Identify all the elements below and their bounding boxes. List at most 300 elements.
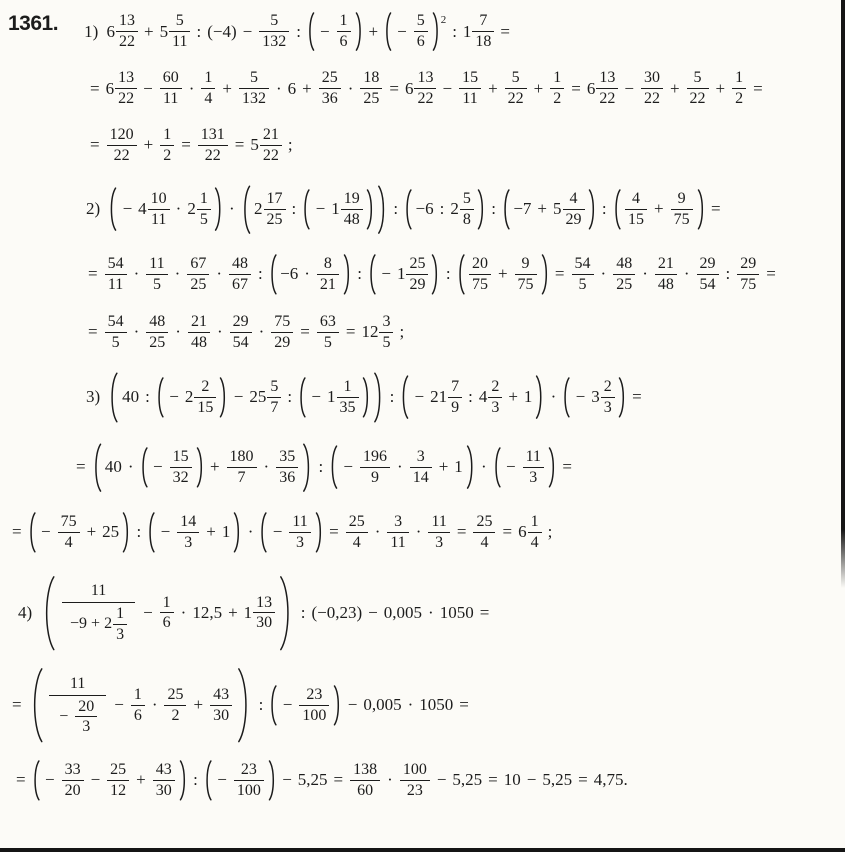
fraction	[448, 378, 462, 417]
fraction-numerator: 54	[107, 255, 124, 272]
fraction-denominator: 36	[319, 88, 341, 108]
fraction	[317, 255, 339, 294]
fraction-numerator: 33	[64, 760, 81, 778]
math-operator: :	[318, 457, 324, 477]
fraction	[337, 378, 359, 417]
fraction-denominator: 5	[379, 332, 393, 352]
fraction-denominator: 48	[188, 332, 210, 352]
close-paren-icon	[541, 254, 550, 295]
fraction-denominator: 25	[264, 209, 286, 229]
fraction-denominator: 4	[201, 88, 215, 108]
fraction-denominator: 7	[227, 467, 257, 487]
math-operator: ·	[174, 264, 181, 284]
fraction-denominator: 15	[194, 397, 216, 417]
open-paren-icon	[91, 443, 102, 492]
fraction-numerator: 1	[204, 69, 213, 87]
math-text: 4)	[18, 602, 37, 622]
mixed-number	[104, 69, 140, 108]
math-operator: −	[315, 199, 326, 219]
math-operator: :	[601, 199, 607, 219]
fraction	[210, 686, 232, 725]
fraction	[169, 12, 190, 51]
math-operator: ·	[304, 264, 310, 284]
math-operator: :	[258, 264, 263, 284]
open-paren-icon	[27, 667, 45, 744]
fraction-numerator: 2	[201, 377, 210, 395]
fraction-numerator: 11	[525, 447, 541, 465]
fraction	[198, 126, 228, 165]
fraction-numerator: 138	[353, 760, 378, 778]
fraction	[515, 255, 537, 294]
math-operator: ·	[550, 387, 557, 407]
math-operator: =	[562, 457, 572, 477]
fraction	[400, 761, 430, 800]
math-operator: =	[632, 387, 642, 407]
fraction	[641, 69, 663, 108]
fraction-numerator: 1	[735, 69, 744, 87]
fraction-denominator: 7	[267, 397, 281, 417]
fraction	[337, 12, 351, 51]
close-paren-icon	[236, 667, 254, 744]
fraction-numerator: 1	[163, 125, 172, 143]
math-text: (−0,23)	[311, 602, 363, 622]
fraction-denominator: 2	[550, 88, 564, 108]
math-operator: −	[152, 457, 163, 477]
math-text: 5,25	[452, 770, 483, 790]
fraction-numerator: 13	[256, 593, 273, 611]
math-operator: −	[40, 522, 51, 542]
math-text: 40	[104, 457, 122, 477]
open-paren-icon	[328, 445, 338, 489]
fraction	[387, 513, 408, 552]
fraction	[75, 698, 97, 737]
fraction-denominator: 3	[113, 624, 127, 644]
close-paren-icon	[219, 377, 228, 418]
fraction-numerator: 19	[343, 189, 360, 207]
fraction	[687, 69, 709, 108]
fraction-numerator: 1	[553, 69, 562, 87]
line-4-part2-statement	[84, 185, 845, 234]
open-paren-icon	[27, 512, 36, 553]
fraction	[459, 69, 481, 108]
math-text: (−4)	[207, 21, 237, 41]
fraction-numerator: 1	[530, 512, 539, 530]
fraction	[550, 69, 564, 108]
fraction-numerator: 48	[616, 255, 633, 272]
fraction-numerator: 7	[479, 12, 488, 30]
open-paren-icon	[107, 372, 119, 423]
close-paren-icon	[362, 377, 371, 418]
math-operator: +	[206, 522, 216, 542]
fraction-denominator: 22	[260, 145, 282, 165]
fraction-numerator: 25	[476, 512, 493, 530]
fraction	[170, 448, 192, 487]
mixed-number	[428, 378, 464, 417]
math-text: 0,005	[383, 602, 423, 622]
fraction-numerator: 15	[172, 447, 189, 465]
fraction-denominator: 22	[505, 88, 527, 108]
math-operator: ;	[547, 522, 553, 542]
math-operator: ·	[263, 457, 270, 477]
math-text: 10	[503, 770, 521, 790]
math-operator: =	[88, 322, 98, 342]
fraction-numerator: 4	[569, 189, 578, 207]
whole-number: 1	[462, 21, 472, 41]
fraction-numerator: 63	[319, 312, 336, 330]
math-operator: =	[329, 522, 339, 542]
fraction-denominator: 32	[170, 467, 192, 487]
math-text: 11	[70, 674, 86, 692]
fraction	[563, 190, 585, 229]
fraction-numerator: 2	[603, 377, 612, 395]
fraction-denominator: 18	[472, 31, 494, 51]
fraction-denominator: 3	[488, 397, 502, 417]
fraction-denominator: 3	[428, 532, 449, 552]
fraction-denominator: 6	[414, 31, 428, 51]
math-operator: =	[90, 135, 100, 155]
fraction-numerator: 15	[462, 69, 479, 87]
math-text: 1	[523, 387, 533, 407]
fraction-denominator: 5	[105, 332, 127, 352]
math-operator: ·	[480, 457, 487, 477]
math-operator: =	[333, 770, 344, 790]
fraction	[737, 255, 759, 294]
mixed-number	[403, 69, 439, 108]
fraction-numerator: 4	[632, 189, 640, 207]
math-text: 1	[454, 457, 463, 477]
math-operator: −	[282, 770, 292, 790]
close-paren-icon	[697, 189, 706, 230]
fraction	[164, 686, 186, 725]
math-operator: −	[282, 695, 293, 715]
fraction	[131, 686, 145, 725]
math-operator: =	[502, 522, 513, 542]
fraction-numerator: 11	[149, 255, 165, 272]
fraction-numerator: 23	[306, 686, 323, 704]
math-operator: ·	[428, 602, 434, 622]
math-operator: ·	[175, 322, 181, 342]
fraction-denominator: 5	[146, 274, 167, 294]
math-operator: ·	[387, 770, 393, 790]
fraction-denominator: 2	[732, 88, 746, 108]
fraction-denominator: 25	[146, 332, 168, 352]
whole-number: 2	[450, 199, 459, 219]
math-operator: +	[302, 78, 312, 98]
whole-number: 6	[106, 21, 115, 41]
fraction-denominator: 54	[697, 274, 719, 294]
fraction-denominator: 4	[58, 532, 80, 552]
fraction	[146, 255, 167, 294]
fraction-denominator: 48	[655, 274, 677, 294]
mixed-number	[183, 378, 219, 417]
fraction-denominator: 20	[62, 780, 84, 800]
whole-number: 5	[553, 199, 562, 219]
math-operator: :	[357, 264, 362, 284]
math-operator: −	[143, 78, 153, 98]
math-operator: +	[669, 78, 680, 98]
math-operator: :	[468, 387, 473, 407]
math-text: 0,005	[363, 695, 402, 715]
math-operator: −	[122, 199, 133, 219]
fraction-numerator: 5	[175, 12, 184, 30]
fraction	[523, 448, 544, 487]
math-operator: +	[533, 78, 544, 98]
math-operator: −	[114, 695, 124, 715]
math-operator: =	[16, 770, 26, 790]
close-paren-icon	[548, 447, 557, 488]
math-operator: ·	[133, 322, 140, 342]
math-operator: :	[258, 695, 264, 715]
close-paren-icon	[315, 512, 324, 553]
mixed-number	[359, 313, 395, 352]
fraction-numerator: 25	[409, 255, 426, 272]
mixed-number	[252, 190, 288, 229]
fraction-denominator: 12	[107, 780, 129, 800]
fraction	[341, 190, 363, 229]
fraction-denominator: 11	[105, 274, 127, 294]
fraction-numerator: 17	[266, 189, 283, 207]
mixed-number	[516, 513, 544, 552]
whole-number: 1	[396, 264, 406, 284]
fraction-denominator: 5	[572, 274, 594, 294]
fraction-denominator: 30	[153, 780, 175, 800]
whole-number: 1	[327, 387, 336, 407]
fraction-numerator: 11	[431, 512, 447, 530]
fraction	[107, 761, 129, 800]
fraction	[601, 378, 615, 417]
fraction	[153, 761, 175, 800]
whole-number: 2	[254, 199, 263, 219]
math-operator: +	[143, 21, 154, 41]
math-operator: −	[526, 770, 537, 790]
fraction-denominator: 35	[337, 397, 359, 417]
fraction-numerator: 8	[323, 255, 332, 272]
complex-fraction-numerator	[83, 581, 114, 602]
fraction	[428, 513, 449, 552]
math-operator: ·	[258, 322, 265, 342]
fraction-denominator: 22	[198, 145, 228, 165]
math-operator: ·	[188, 78, 195, 98]
fraction-numerator: 1	[343, 377, 352, 395]
math-operator: =	[90, 78, 100, 98]
exponent: 2	[440, 14, 447, 26]
math-text: 1050	[419, 695, 454, 715]
open-paren-icon	[107, 187, 117, 231]
fraction-denominator: 100	[234, 780, 264, 800]
line-2-part1-step1	[86, 69, 845, 108]
math-operator: =	[571, 78, 581, 98]
fraction-denominator: 11	[459, 88, 481, 108]
close-paren-icon	[196, 447, 205, 488]
fraction	[379, 313, 393, 352]
fraction-denominator: 5	[317, 332, 339, 352]
fraction	[230, 313, 252, 352]
math-operator: =	[88, 264, 98, 284]
fraction-denominator: 132	[259, 31, 289, 51]
math-operator: ·	[275, 78, 282, 98]
fraction	[406, 255, 428, 294]
close-paren-icon	[355, 12, 364, 51]
fraction-numerator: 60	[162, 69, 179, 87]
math-text: 5,25	[542, 770, 573, 790]
fraction	[350, 761, 380, 800]
close-paren-icon	[179, 760, 188, 801]
math-operator: =	[479, 602, 490, 622]
mixed-number	[185, 190, 213, 229]
fraction-numerator: 18	[363, 69, 380, 87]
fraction-denominator: 30	[210, 705, 232, 725]
math-operator: ·	[415, 522, 422, 542]
fraction-numerator: 9	[521, 255, 530, 272]
open-paren-icon	[39, 575, 57, 652]
math-operator: +	[654, 199, 664, 219]
fraction	[160, 126, 174, 165]
fraction-numerator: 100	[402, 760, 427, 778]
math-operator: :	[145, 387, 150, 407]
fraction-denominator: 30	[253, 612, 275, 632]
open-paren-icon	[240, 185, 251, 234]
fraction-denominator: 36	[276, 467, 298, 487]
fraction-numerator: 43	[155, 760, 172, 778]
fraction-denominator: 100	[299, 705, 329, 725]
open-paren-icon	[139, 447, 148, 488]
math-operator: ·	[407, 695, 414, 715]
math-operator: =	[459, 695, 469, 715]
math-operator: ·	[600, 264, 607, 284]
open-paren-icon	[268, 685, 277, 726]
fraction-numerator: 3	[394, 512, 403, 530]
fraction-numerator: 20	[78, 697, 95, 715]
fraction-denominator: 21	[317, 274, 339, 294]
math-operator: −	[160, 522, 171, 542]
math-operator: −	[44, 770, 55, 790]
fraction	[264, 190, 286, 229]
fraction	[160, 69, 182, 108]
whole-number: 6	[518, 522, 527, 542]
whole-number: 6	[586, 78, 596, 98]
math-operator: −	[343, 457, 354, 477]
mixed-number	[102, 605, 129, 644]
mixed-number	[329, 190, 365, 229]
fraction-denominator: 11	[148, 209, 170, 229]
fraction-numerator: 13	[599, 69, 616, 87]
math-operator: :	[445, 264, 451, 284]
fraction	[671, 190, 693, 229]
fraction-numerator: 196	[363, 447, 388, 465]
open-paren-icon	[399, 375, 409, 419]
mixed-number	[136, 190, 172, 229]
fraction	[201, 69, 215, 108]
open-paren-icon	[306, 12, 315, 51]
math-operator: :	[296, 21, 301, 41]
fraction-numerator: 180	[229, 447, 254, 465]
fraction	[488, 378, 502, 417]
open-paren-icon	[297, 377, 306, 418]
math-operator: :	[452, 21, 457, 41]
scan-edge-bottom	[0, 848, 845, 852]
whole-number: 4	[478, 387, 488, 407]
whole-number: 1	[331, 199, 340, 219]
math-operator: +	[143, 135, 154, 155]
fraction-denominator: 75	[737, 274, 759, 294]
math-text: 25	[102, 522, 120, 542]
fraction-denominator: 2	[164, 705, 186, 725]
fraction-denominator: 6	[160, 612, 174, 632]
line-5-part2-step1	[84, 254, 845, 295]
math-operator: +	[193, 695, 204, 715]
math-operator: :	[491, 199, 496, 219]
fraction-numerator: 48	[232, 255, 249, 272]
math-operator: −	[143, 602, 153, 622]
open-paren-icon	[383, 12, 392, 51]
math-operator: :	[287, 387, 293, 407]
fraction	[505, 69, 527, 108]
complex-fraction	[49, 674, 106, 738]
fraction-denominator: 22	[596, 88, 618, 108]
mixed-number	[395, 255, 431, 294]
fraction-denominator: 11	[160, 88, 182, 108]
fraction-denominator: 6	[337, 31, 351, 51]
fraction	[410, 448, 432, 487]
math-text: 2)	[86, 199, 105, 219]
fraction	[107, 126, 137, 165]
fraction	[229, 255, 251, 294]
fraction-denominator: 22	[687, 88, 709, 108]
math-operator: :	[300, 602, 306, 622]
whole-number: 1	[243, 602, 253, 622]
open-paren-icon	[403, 189, 412, 230]
close-paren-icon	[466, 445, 476, 489]
math-text: 12,5	[192, 602, 223, 622]
fraction-denominator: 54	[230, 332, 252, 352]
problem-number: 1361.	[8, 12, 59, 35]
math-operator: ·	[133, 264, 140, 284]
math-operator: ·	[216, 322, 223, 342]
fraction-numerator: 10	[150, 189, 167, 207]
close-paren-icon	[477, 189, 486, 230]
fraction	[319, 69, 341, 108]
math-operator: −	[397, 21, 407, 41]
fraction-denominator: 9	[448, 397, 462, 417]
math-operator: =	[766, 264, 776, 284]
fraction-numerator: 5	[249, 69, 258, 87]
math-text: 1050	[439, 602, 474, 622]
math-operator: ·	[347, 78, 354, 98]
open-paren-icon	[561, 377, 570, 418]
math-operator: ·	[127, 457, 134, 477]
complex-fraction	[62, 581, 135, 645]
fraction-numerator: 5	[270, 12, 279, 30]
math-text: 4,75.	[593, 770, 628, 790]
math-operator: =	[456, 522, 467, 542]
fraction	[187, 255, 209, 294]
fraction-denominator: 25	[613, 274, 635, 294]
mixed-number	[248, 126, 284, 165]
fraction-denominator: 2	[160, 145, 174, 165]
whole-number: 21	[430, 387, 448, 407]
math-operator: −	[414, 387, 425, 407]
mixed-number	[325, 378, 361, 417]
math-operator: :	[136, 522, 142, 542]
line-1-part1-statement	[0, 12, 845, 51]
fraction-denominator: 3	[601, 397, 615, 417]
close-paren-icon	[432, 12, 441, 51]
math-operator: +	[537, 199, 548, 219]
fraction-denominator: 29	[271, 332, 293, 352]
fraction	[469, 255, 491, 294]
math-operator: −	[90, 770, 101, 790]
mixed-number	[589, 378, 617, 417]
